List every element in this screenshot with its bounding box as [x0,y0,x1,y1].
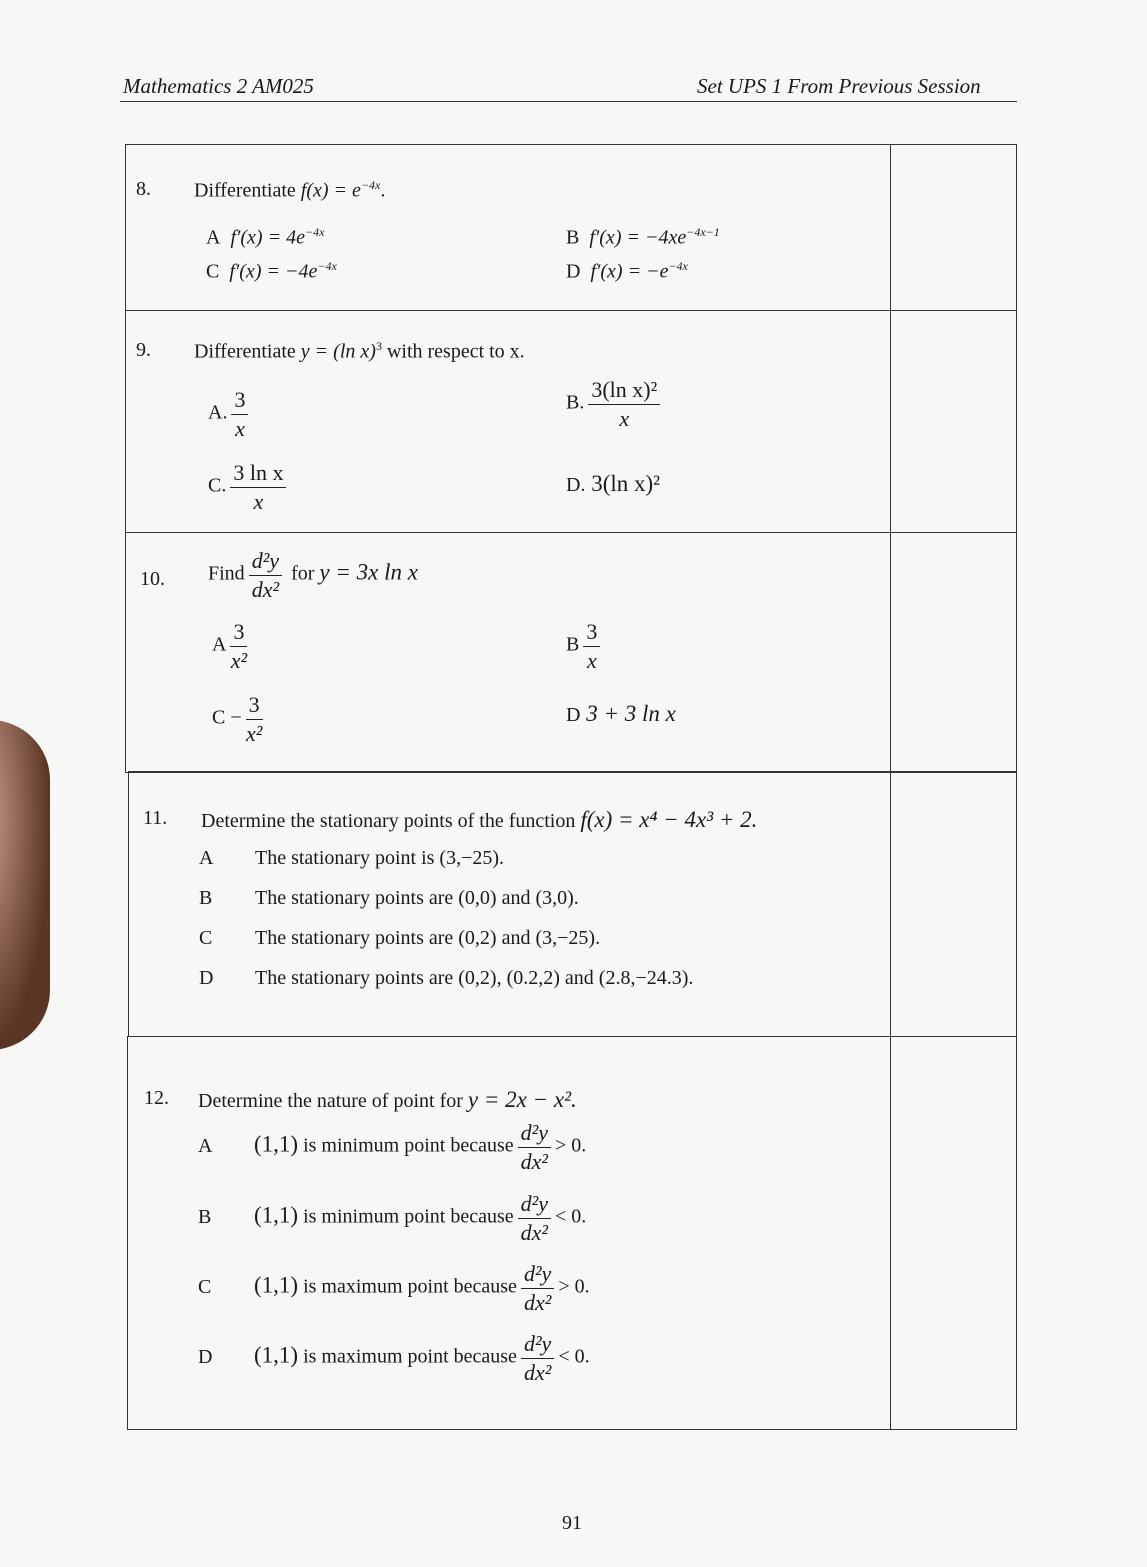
option-b[interactable]: B $f'(x) = -4xe^{-4x-1}$ [566,225,720,249]
page-number: 91 [562,1512,582,1534]
option-a[interactable]: A $\frac{3}{\text{x²}}$ [212,619,248,673]
header-rule [120,101,1017,102]
option-c[interactable]: C The stationary points are (0,2) and (3,−25). [199,927,601,949]
question-8 [125,144,1017,311]
set-title: Set UPS 1 From Previous Session [697,74,981,98]
option-b[interactable]: B The stationary points are (0,0) and (3,0). [199,887,579,909]
answer-cell [890,1037,891,1429]
question-12 [127,1036,1017,1430]
option-b[interactable]: B (1,1) is minimum point because $\frac{\text{d²y}}{\text{dx²}}$ < 0. [198,1191,587,1245]
question-stem: Differentiate $f(x) = e^{-4x}$. [194,178,386,202]
question-number: 12. [144,1087,169,1109]
option-c[interactable]: C − $\frac{3}{\text{x²}}$ [212,692,263,746]
option-d[interactable]: D. 3(ln x)² [566,471,661,496]
option-b[interactable]: B $\frac{3}{x}$ [566,618,604,674]
option-c[interactable]: C. $\frac{\text{3 ln x}}{x}$ [208,459,290,515]
question-number: 8. [136,178,151,200]
answer-cell [890,533,891,772]
question-stem: Find $\frac{\text{d²y}}{\text{dx²}}$ for y = 3x ln x [208,548,418,602]
question-stem: Differentiate y = (ln x)$^3$ with respect to x. [194,339,525,363]
question-number: 9. [136,339,151,361]
option-d[interactable]: D (1,1) is maximum point because $\frac{\text{d²y}}{\text{dx²}}$ < 0. [198,1331,590,1385]
thumb-photo-artifact [0,720,50,1050]
question-number: 10. [140,568,165,590]
question-stem: Determine the stationary points of the function f(x) = x⁴ − 4x³ + 2. [201,807,758,832]
option-a[interactable]: A (1,1) is minimum point because $\frac{\text{d²y}}{\text{dx²}}$ > 0. [198,1120,587,1174]
option-b[interactable]: B. $\frac{\text{3(ln x)²}}{x}$ [566,376,664,432]
question-stem: Determine the nature of point for y = 2x − x². [198,1087,577,1112]
option-c[interactable]: C (1,1) is maximum point because $\frac{\text{d²y}}{\text{dx²}}$ > 0. [198,1261,590,1315]
question-number: 11. [143,807,168,829]
option-a[interactable]: A $f'(x) = 4e^{-4x}$ [206,225,325,249]
course-title: Mathematics 2 AM025 [123,74,314,98]
option-d[interactable]: D $f'(x) = -e^{-4x}$ [566,259,688,283]
option-d[interactable]: D The stationary points are (0,2), (0.2,2) and (2.8,−24.3). [199,967,694,989]
option-a[interactable]: A The stationary point is (3,−25). [199,847,505,869]
question-11 [128,771,1017,1037]
option-c[interactable]: C $f'(x) = -4e^{-4x}$ [206,259,337,283]
option-a[interactable]: A. $\frac{3}{x}$ [208,386,252,442]
answer-cell [890,145,891,310]
option-d[interactable]: D 3 + 3 ln x [566,701,676,726]
question-10 [125,532,1017,773]
question-9 [125,310,1017,533]
answer-cell [890,772,891,1036]
answer-cell [890,311,891,532]
